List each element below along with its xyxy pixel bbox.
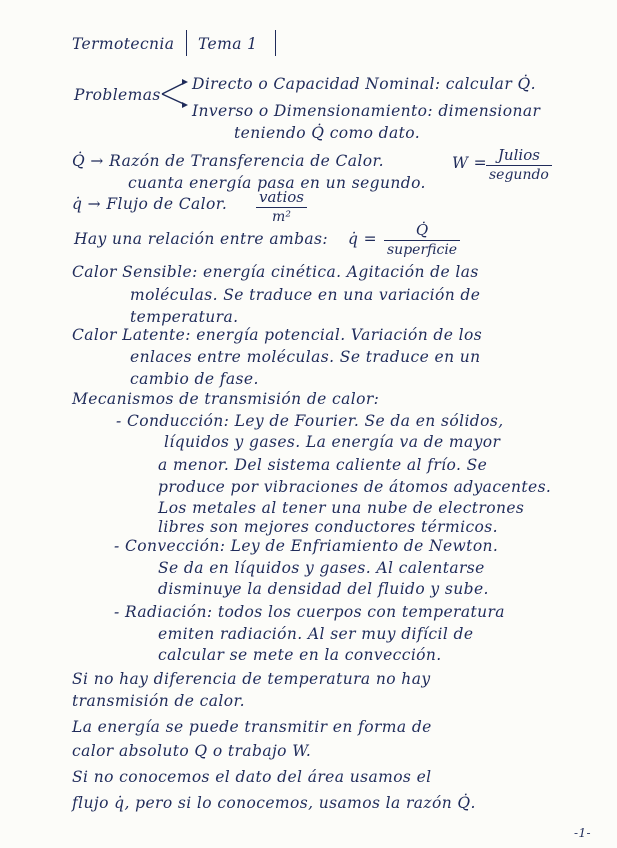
- problemas-label: Problemas: [74, 86, 161, 104]
- razon-unit-fraction: [486, 146, 552, 183]
- flujo-line: q̇ → Flujo de Calor.: [72, 195, 228, 213]
- paragraph-line: libres son mejores conductores térmicos.: [158, 518, 498, 536]
- paragraph-line: emiten radiación. Al ser muy difícil de: [158, 625, 474, 643]
- fraction-bar: [384, 240, 460, 241]
- flujo-unit-fraction: [256, 188, 307, 225]
- paragraph-line: cambio de fase.: [130, 370, 259, 388]
- paragraph-line: - Conducción: Ley de Fourier. Se da en sólidos,: [116, 412, 504, 430]
- razon-unit-lhs: W =: [452, 154, 488, 172]
- paragraph-line: calor absoluto Q o trabajo W.: [72, 742, 312, 760]
- relacion-fraction: [384, 221, 460, 258]
- problemas-inverso-cont: teniendo Q̇ como dato.: [234, 124, 421, 142]
- paragraph-line: flujo q̇, pero si lo conocemos, usamos la razón Q̇.: [72, 794, 476, 812]
- razon-unit-num: Julios: [497, 146, 540, 164]
- relacion-lhs: q̇ =: [348, 230, 378, 248]
- flujo-unit-den: m²: [272, 209, 291, 225]
- fraction-bar: [486, 165, 552, 166]
- paragraph-line: La energía se puede transmitir en forma de: [72, 718, 432, 736]
- paragraph-line: Los metales al tener una nube de electrones: [158, 499, 525, 517]
- paragraph-line: calcular se mete en la convección.: [158, 646, 442, 664]
- problemas-directo: Directo o Capacidad Nominal: calcular Q̇.: [192, 75, 536, 93]
- paragraph-line: disminuye la densidad del fluido y sube.: [158, 580, 489, 598]
- page-number: -1-: [574, 826, 591, 840]
- branch-arrows-icon: [160, 78, 190, 108]
- problemas-inverso: Inverso o Dimensionamiento: dimensionar: [192, 102, 541, 120]
- paragraph-line: temperatura.: [130, 308, 239, 326]
- paragraph-line: enlaces entre moléculas. Se traduce en un: [130, 348, 481, 366]
- paragraph-line: - Radiación: todos los cuerpos con temperatura: [114, 603, 505, 621]
- paragraph-line: Calor Sensible: energía cinética. Agitación de las: [72, 263, 479, 281]
- fraction-bar: [256, 207, 307, 208]
- paragraph-line: produce por vibraciones de átomos adyacentes.: [158, 478, 552, 496]
- razon-line: Q̇ → Razón de Transferencia de Calor.: [72, 152, 384, 170]
- razon-desc: cuanta energía pasa en un segundo.: [128, 174, 426, 192]
- relacion-num: Q̇: [415, 221, 429, 239]
- paragraph-line: moléculas. Se traduce en una variación de: [130, 286, 481, 304]
- paragraph-line: - Convección: Ley de Enfriamiento de Newton.: [114, 537, 499, 555]
- paragraph-line: a menor. Del sistema caliente al frío. Se: [158, 456, 488, 474]
- paragraph-line: Se da en líquidos y gases. Al calentarse: [158, 559, 485, 577]
- paragraph-line: Mecanismos de transmisión de calor:: [72, 390, 380, 408]
- paragraph-line: Calor Latente: energía potencial. Variación de los: [72, 326, 483, 344]
- flujo-unit-num: vatios: [259, 188, 304, 206]
- razon-unit-den: segundo: [489, 167, 549, 183]
- topic-title: Tema 1: [198, 35, 258, 53]
- relacion-line: Hay una relación entre ambas:: [74, 230, 329, 248]
- paragraph-line: Si no conocemos el dato del área usamos el: [72, 768, 432, 786]
- subject-title: Termotecnia: [72, 35, 175, 53]
- paragraph-line: líquidos y gases. La energía va de mayor: [164, 433, 501, 451]
- relacion-den: superficie: [387, 242, 458, 258]
- paragraph-line: transmisión de calor.: [72, 692, 245, 710]
- paragraph-line: Si no hay diferencia de temperatura no hay: [72, 670, 431, 688]
